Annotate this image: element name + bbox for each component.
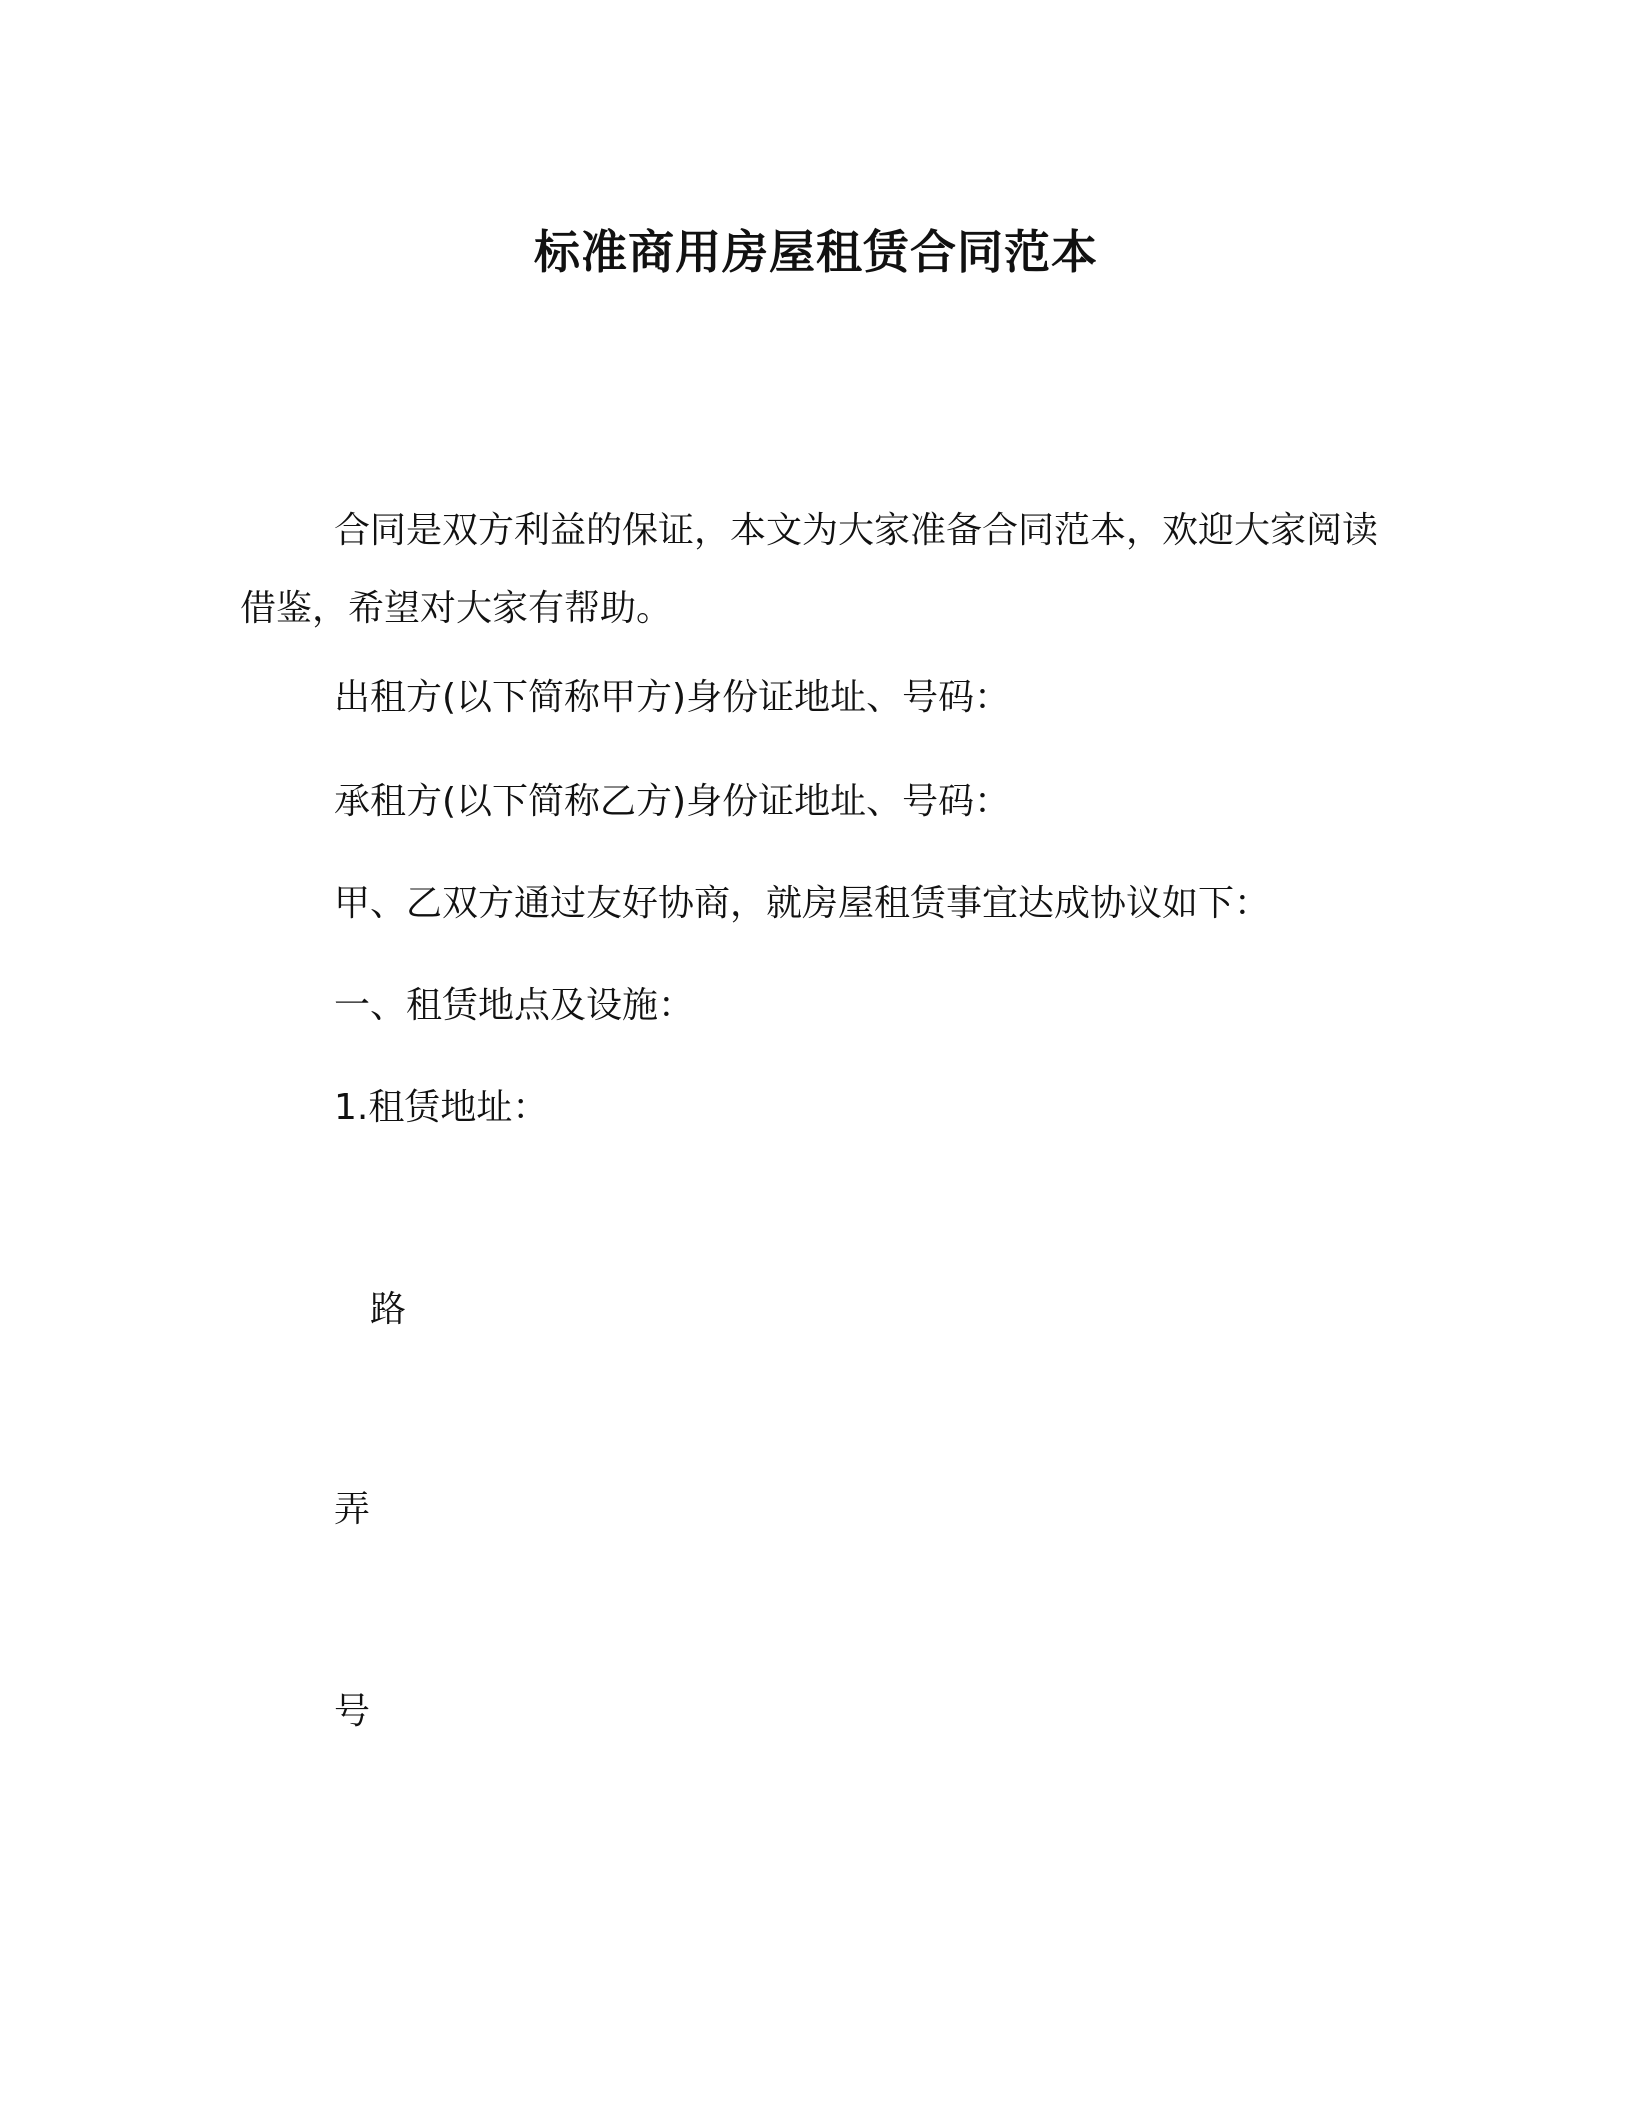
agreement-line: 甲、乙双方通过友好协商，就房屋租赁事宜达成协议如下：: [334, 883, 1271, 924]
lessee-line: 承租方(以下简称乙方)身份证地址、号码：: [334, 781, 1011, 822]
road-label: 路: [370, 1289, 407, 1330]
section-1-heading: 一、租赁地点及设施：: [334, 985, 695, 1026]
lane-label: 弄: [334, 1489, 371, 1530]
lessor-line: 出租方(以下简称甲方)身份证地址、号码：: [334, 677, 1011, 718]
intro-paragraph: 合同是双方利益的保证，本文为大家准备合同范本，欢迎大家阅读借鉴，希望对大家有帮助。: [240, 510, 1379, 629]
document-title: 标准商用房屋租赁合同范本: [534, 225, 1098, 279]
address-item: 1.租赁地址：: [334, 1087, 549, 1128]
number-label: 号: [334, 1691, 371, 1732]
